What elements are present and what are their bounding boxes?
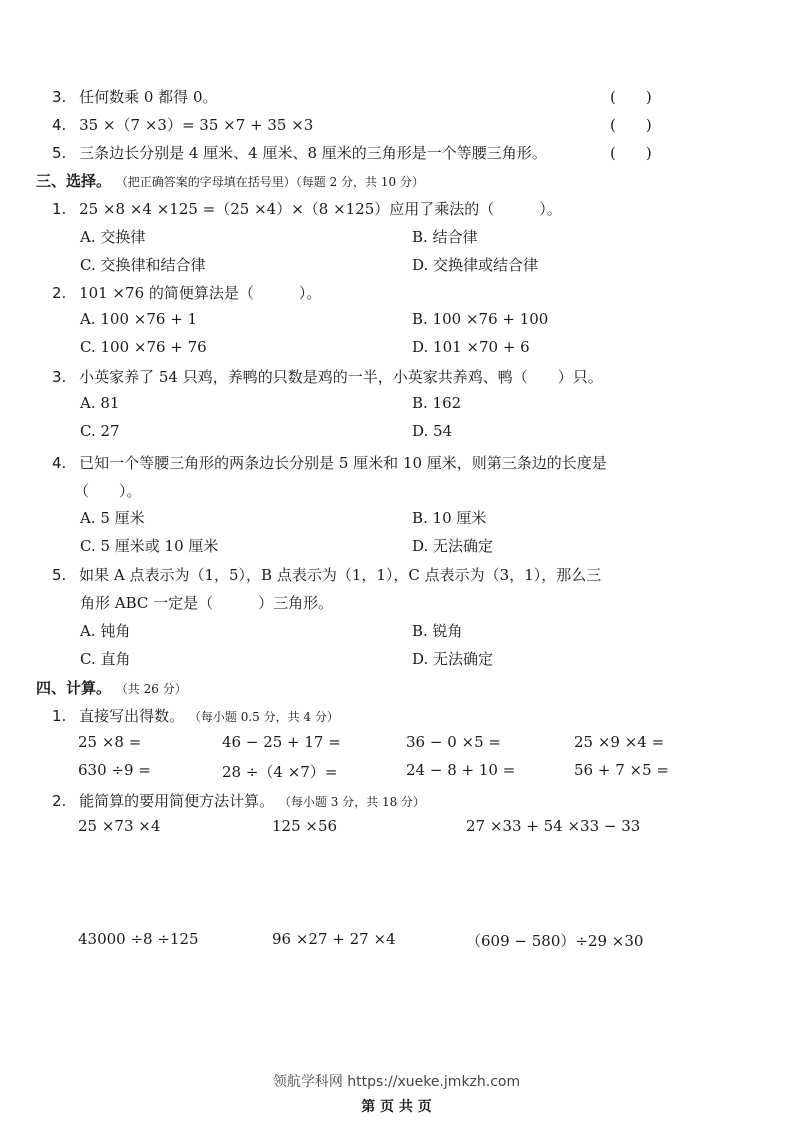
footer-page-number: 第 页 共 页 [361, 1099, 432, 1115]
section-note: （把正确答案的字母填在括号里）（每题 2 分，共 10 分） [115, 175, 424, 189]
question-note: （每小题 3 分，共 18 分） [278, 795, 426, 809]
written-calc: 96 ×27 + 27 ×4 [272, 930, 396, 948]
option-a[interactable]: A. 钝角 [80, 622, 131, 640]
oral-calc: 25 ×8 = [78, 733, 142, 751]
answer-parentheses[interactable]: ( ) [610, 116, 652, 134]
question-note: （每小题 0.5 分，共 4 分） [188, 710, 339, 724]
option-a[interactable]: A. 交换律 [80, 228, 146, 246]
section-note: （共 26 分） [115, 682, 187, 696]
question-number: 2. [52, 792, 67, 810]
question-text: 直接写出得数。 [79, 707, 185, 725]
oral-calc: 36 − 0 ×5 = [406, 733, 501, 751]
oral-calc: 24 − 8 + 10 = [406, 761, 516, 779]
question-number: 1. [52, 707, 67, 725]
choice-question [52, 366, 603, 387]
option-d[interactable]: D. 无法确定 [412, 650, 494, 668]
calc-question-2 [52, 790, 425, 811]
option-b[interactable]: B. 162 [412, 394, 462, 412]
option-c[interactable]: C. 5 厘米或 10 厘米 [80, 537, 219, 555]
option-b[interactable]: B. 结合律 [412, 228, 478, 246]
option-a[interactable]: A. 81 [80, 394, 120, 412]
judge-item [52, 114, 313, 135]
section-title: 四、计算。 [36, 679, 112, 697]
question-number: 5. [52, 144, 67, 162]
question-number: 1. [52, 200, 67, 218]
option-d[interactable]: D. 101 ×70 + 6 [412, 338, 530, 356]
option-c[interactable]: C. 27 [80, 422, 120, 440]
oral-calc: 630 ÷9 = [78, 761, 151, 779]
question-number: 4. [52, 116, 67, 134]
section-title: 三、选择。 [36, 172, 112, 190]
choice-question [52, 198, 562, 219]
question-text: 三条边长分别是 4 厘米、4 厘米、8 厘米的三角形是一个等腰三角形。 [79, 144, 547, 162]
question-text-continued: 角形 ABC 一定是（ ）三角形。 [80, 594, 334, 612]
question-number: 5. [52, 566, 67, 584]
section-3-heading [36, 170, 424, 191]
question-text: 35 ×（7 ×3）= 35 ×7 + 35 ×3 [79, 116, 314, 134]
calc-question-1 [52, 705, 339, 726]
answer-parentheses[interactable]: ( ) [610, 88, 652, 106]
oral-calc: 28 ÷（4 ×7）= [222, 763, 338, 781]
option-b[interactable]: B. 锐角 [412, 622, 463, 640]
question-text: 101 ×76 的简便算法是（ ）。 [79, 284, 322, 302]
option-a[interactable]: A. 5 厘米 [80, 509, 145, 527]
option-c[interactable]: C. 直角 [80, 650, 131, 668]
judge-item [52, 142, 547, 163]
question-number: 3. [52, 368, 67, 386]
section-4-heading [36, 677, 187, 698]
option-d[interactable]: D. 交换律或结合律 [412, 256, 539, 274]
question-number: 2. [52, 284, 67, 302]
written-calc: 43000 ÷8 ÷125 [78, 930, 199, 948]
question-number: 4. [52, 454, 67, 472]
judge-item [52, 86, 218, 107]
question-text: 如果 A 点表示为（1，5），B 点表示为（1，1），C 点表示为（3，1），那么三 [79, 566, 602, 584]
option-a[interactable]: A. 100 ×76 + 1 [80, 310, 198, 328]
written-calc: 125 ×56 [272, 817, 338, 835]
question-number: 3. [52, 88, 67, 106]
oral-calc: 25 ×9 ×4 = [574, 733, 665, 751]
oral-calc: 56 + 7 ×5 = [574, 761, 669, 779]
question-text: 能简算的要用简便方法计算。 [79, 792, 275, 810]
option-c[interactable]: C. 交换律和结合律 [80, 256, 206, 274]
question-text: 已知一个等腰三角形的两条边长分别是 5 厘米和 10 厘米，则第三条边的长度是 [79, 454, 607, 472]
written-calc: 27 ×33 + 54 ×33 − 33 [466, 817, 641, 835]
choice-question [52, 282, 321, 303]
oral-calc: 46 − 25 + 17 = [222, 733, 341, 751]
choice-question [52, 452, 607, 473]
footer-source: 领航学科网 https://xueke.jmkzh.com [272, 1074, 521, 1090]
option-d[interactable]: D. 54 [412, 422, 453, 440]
option-b[interactable]: B. 10 厘米 [412, 509, 487, 527]
option-b[interactable]: B. 100 ×76 + 100 [412, 310, 549, 328]
written-calc: （609 − 580）÷29 ×30 [466, 932, 644, 950]
question-text: 25 ×8 ×4 ×125 =（25 ×4）×（8 ×125）应用了乘法的（ ）。 [79, 200, 562, 218]
choice-question [52, 564, 601, 585]
question-text: 任何数乘 0 都得 0。 [79, 88, 218, 106]
question-text-continued: （ ）。 [74, 482, 142, 500]
question-text: 小英家养了 54 只鸡，养鸭的只数是鸡的一半，小英家共养鸡、鸭（ ）只。 [79, 368, 603, 386]
option-d[interactable]: D. 无法确定 [412, 537, 494, 555]
answer-parentheses[interactable]: ( ) [610, 144, 652, 162]
option-c[interactable]: C. 100 ×76 + 76 [80, 338, 207, 356]
written-calc: 25 ×73 ×4 [78, 817, 161, 835]
